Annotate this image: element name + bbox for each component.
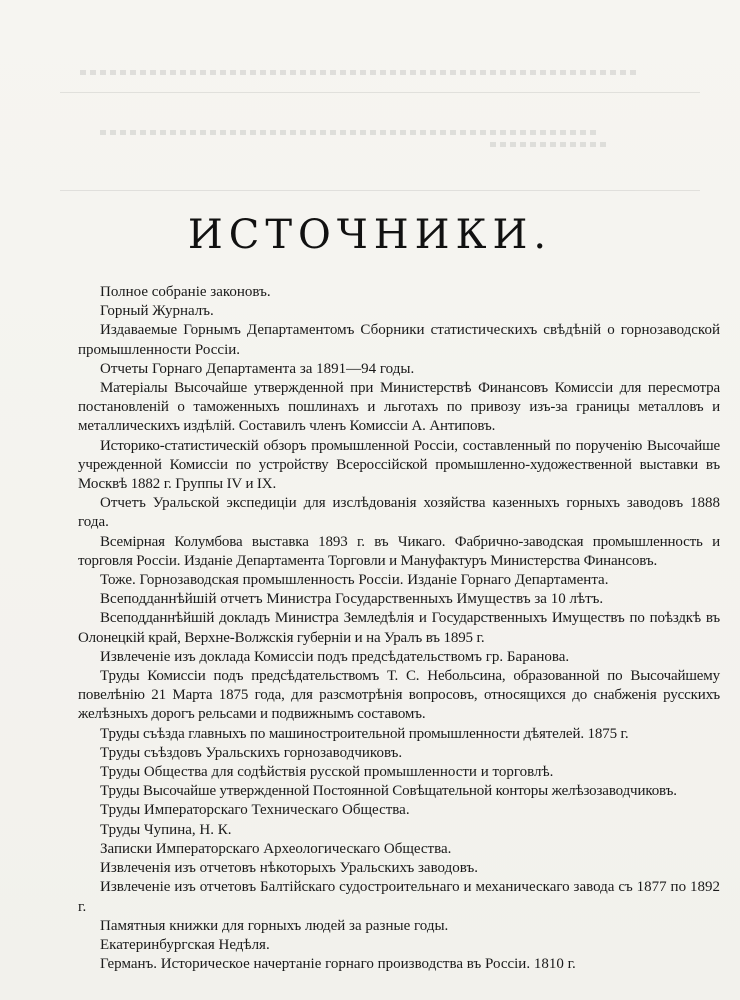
source-entry: Труды Общества для содѣйствія русской промышленности и торговлѣ. bbox=[100, 764, 554, 781]
source-entry: Тоже. Горнозаводская промышленность Россіи. Изданіе Горнаго Департамента. bbox=[100, 572, 609, 589]
source-entry: Извлеченіе изъ доклада Комиссіи подъ предсѣдательствомъ гр. Баранова. bbox=[100, 648, 570, 665]
source-entry: Труды съѣздовъ Уральскихъ горнозаводчиковъ. bbox=[100, 744, 403, 761]
source-entry: Германъ. Историческое начертаніе горнаго производства въ Россіи. 1810 г. bbox=[100, 956, 576, 973]
source-entry: Памятныя книжки для горныхъ людей за разные годы. bbox=[100, 917, 449, 934]
source-entry: Всеподданнѣйшій докладъ Министра Земледѣлія и Государственныхъ Имуществъ по поѣздкѣ въ Олонецкій край, Верхне-Волжскія губерніи и на Уралъ въ 1895 г. bbox=[78, 610, 720, 646]
source-entry: Отчетъ Уральской экспедиціи для изслѣдованія хозяйства казенныхъ горныхъ заводовъ 1888 года. bbox=[78, 495, 720, 531]
source-entry: Полное собраніе законовъ. bbox=[100, 284, 271, 300]
page-title: ИСТОЧНИКИ. bbox=[187, 212, 553, 258]
source-entry: Издаваемые Горнымъ Департаментомъ Сборники статистическихъ свѣдѣній о горнозаводской промышленности Россіи. bbox=[78, 322, 720, 358]
source-entry: Труды Чупина, Н. К. bbox=[100, 821, 232, 838]
source-entry: Историко-статистическій обзоръ промышленной Россіи, составленный по порученію Высочайше учрежденной Комиссіи по устройству Всероссійской промышленно-художественной выставки въ Москвѣ 1882 г. Группы IV и IX. bbox=[78, 437, 720, 493]
source-entry: Всемірная Колумбова выставка 1893 г. въ Чикаго. Фабрично-заводская промышленность и торговля Россіи. Изданіе Департамента Торговли и Мануфактуръ Министерства Финансовъ. bbox=[78, 533, 720, 569]
source-entry: Всеподданнѣйшій отчетъ Министра Государственныхъ Имуществъ за 10 лѣтъ. bbox=[100, 591, 604, 608]
source-entry: Труды Комиссіи подъ предсѣдательствомъ Т. С. Небольсина, образованной по Высочайшему повелѣнію 21 Марта 1875 года, для разсмотрѣнія вопросовъ, относящихся до снабженія русскихъ желѣзныхъ дорогъ рельсами и подвижнымъ составомъ. bbox=[78, 668, 720, 723]
source-entry: Извлеченіе изъ отчетовъ Балтійскаго судостроительнаго и механическаго завода съ 1877 по 1892 г. bbox=[78, 879, 720, 915]
source-entry: Горный Журналъ. bbox=[100, 303, 214, 320]
sources-list bbox=[78, 283, 720, 974]
source-entry: Труды Высочайше утвержденной Постоянной Совѣщательной конторы желѣзозаводчиковъ. bbox=[100, 783, 677, 800]
bleed-through-shadow bbox=[60, 40, 700, 210]
source-entry: Матеріалы Высочайше утвержденной при Министерствѣ Финансовъ Комиссіи для пересмотра постановленій о таможенныхъ пошлинахъ и льготахъ по привозу изъ-за границы металловъ и металлическихъ издѣлій. Составилъ членъ Комиссіи А. Антиповъ. bbox=[78, 380, 720, 435]
source-entry: Екатеринбургская Недѣля. bbox=[100, 936, 270, 953]
source-entry: Труды Императорскаго Техническаго Общества. bbox=[100, 802, 410, 819]
source-entry: Извлеченія изъ отчетовъ нѣкоторыхъ Уральскихъ заводовъ. bbox=[100, 860, 478, 877]
source-entry: Труды съѣзда главныхъ по машиностроительной промышленности дѣятелей. 1875 г. bbox=[100, 725, 629, 742]
source-entry: Записки Императорскаго Археологическаго Общества. bbox=[100, 840, 452, 857]
source-entry: Отчеты Горнаго Департамента за 1891—94 годы. bbox=[100, 360, 415, 377]
